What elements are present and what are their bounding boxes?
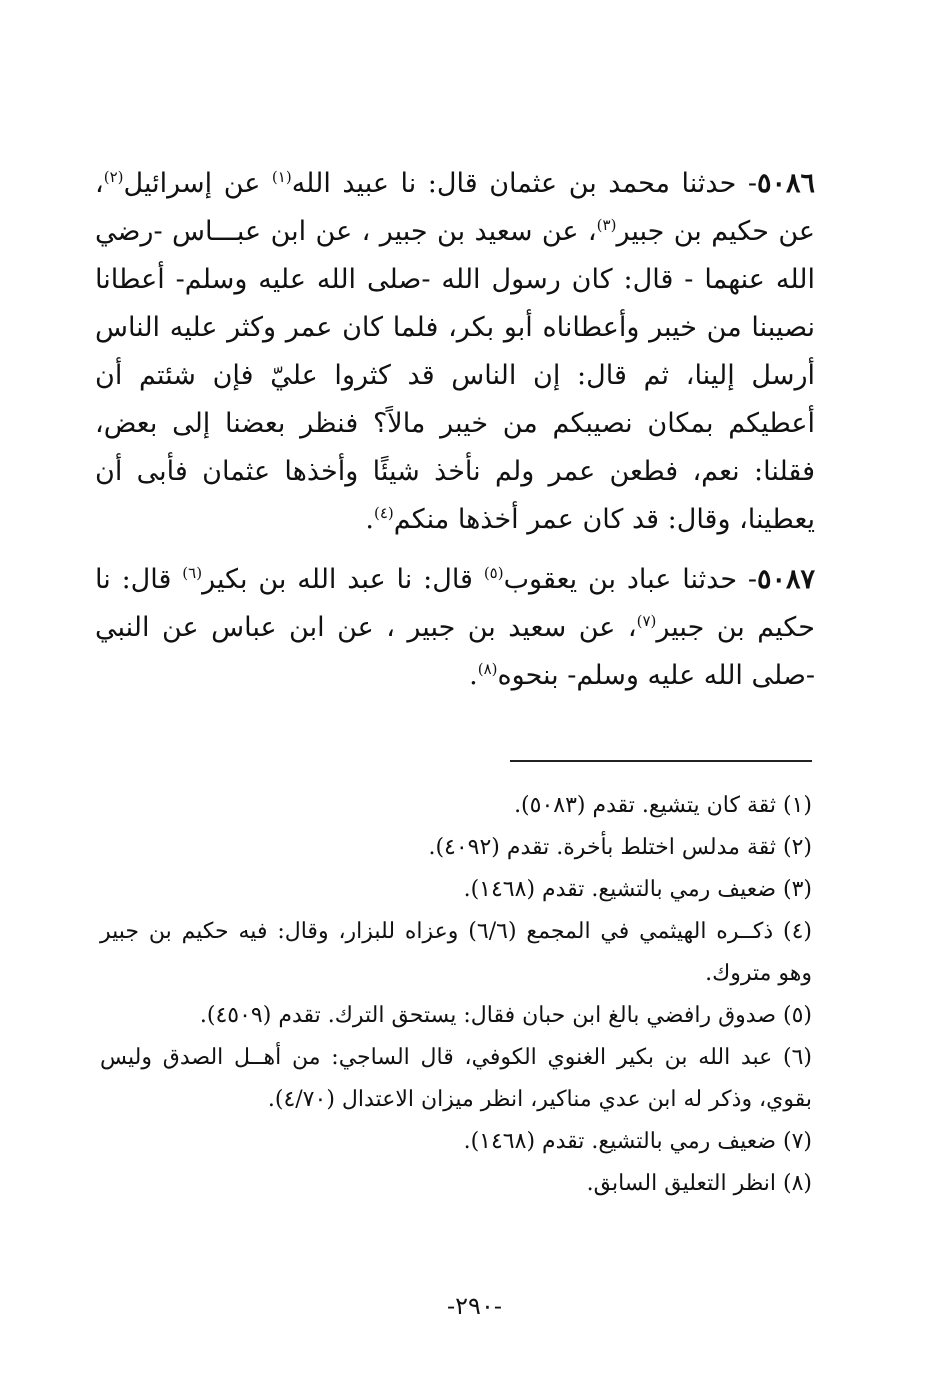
footnotes [100,785,812,1205]
footnote-reference: (٥) [483,564,504,582]
hadith-text: - حدثنا محمد بن عثمان قال: نا عبيد الله [291,168,757,199]
footnote-3: (٣) ضعيف رمي بالتشيع. تقدم (١٤٦٨). [463,877,812,902]
footnote-reference: (٤) [373,504,394,522]
footnote-separator [510,760,812,762]
hadith-number: ٥٠٨٧ [756,564,815,595]
hadith-text: عن إسرائيل [123,168,272,199]
page-number: -٢٩٠- [447,1292,502,1320]
hadith-text: . [365,504,374,535]
hadith-text: - حدثنا عباد بن يعقوب [503,564,757,595]
footnote-reference: (٧) [636,612,657,630]
footnote-reference: (٨) [477,660,498,678]
hadith-5087 [95,556,815,700]
footnote-7: (٧) ضعيف رمي بالتشيع. تقدم (١٤٦٨). [463,1129,812,1154]
footnote-1: (١) ثقة كان يتشيع. تقدم (٥٠٨٣). [514,793,812,818]
hadith-text: . [469,660,478,691]
footnote-reference: (٦) [182,564,203,582]
hadith-text: ، عن حكيم بن جبير [95,168,815,247]
footnote-reference: (٢) [103,168,124,186]
hadith-text: قال: نا عبد الله بن بكير [202,564,484,595]
hadith-number: ٥٠٨٦ [756,168,815,199]
footnote-4: (٤) ذكــره الهيثمي في المجمع (٦/٦) وعزاه للبزار، وقال: فيه حكيم بن جبير وهو متروك. [100,919,812,986]
footnote-reference: (٣) [596,216,617,234]
hadith-text: قال: نا حكيم بن جبير [95,564,815,643]
hadith-5086 [95,160,815,544]
footnote-2: (٢) ثقة مدلس اختلط بأخرة. تقدم (٤٠٩٢). [428,835,812,860]
main-text [95,160,815,712]
hadith-text: ، عن سعيد بن جبير ، عن ابن عباس عن النبي -صلى الله عليه وسلم- بنحوه [95,612,815,691]
footnote-6: (٦) عبد الله بن بكير الغنوي الكوفي، قال الساجي: من أهــل الصدق وليس بقوي، وذكر له ابن عدي مناكير، انظر ميزان الاعتدال (٤/٧٠). [100,1045,812,1112]
footnote-5: (٥) صدوق رافضي بالغ ابن حبان فقال: يستحق الترك. تقدم (٤٥٠٩). [199,1003,812,1028]
hadith-text: ، عن سعيد بن جبير ، عن ابن عبـــاس -رضي الله عنهما - قال: كان رسول الله -صلى الله عليه وسلم- أعطانا نصيبنا من خيبر وأعطاناه أبو بكر، فلما كان عمر وكثر عليه الناس أرسل إلينا، ثم قال: إن الناس قد كثروا عليّ فإن شئتم أن أعطيكم بمكان نصيبكم من خيبر مالاً؟ فنظر بعضنا إلى بعض، فقلنا: نعم، فطعن عمر ولم نأخذ شيئًا وأخذها عثمان فأبى أن يعطينا، وقال: قد كان عمر أخذها منكم [95,216,815,535]
footnote-8: (٨) انظر التعليق السابق. [586,1171,812,1196]
footnote-reference: (١) [271,168,292,186]
